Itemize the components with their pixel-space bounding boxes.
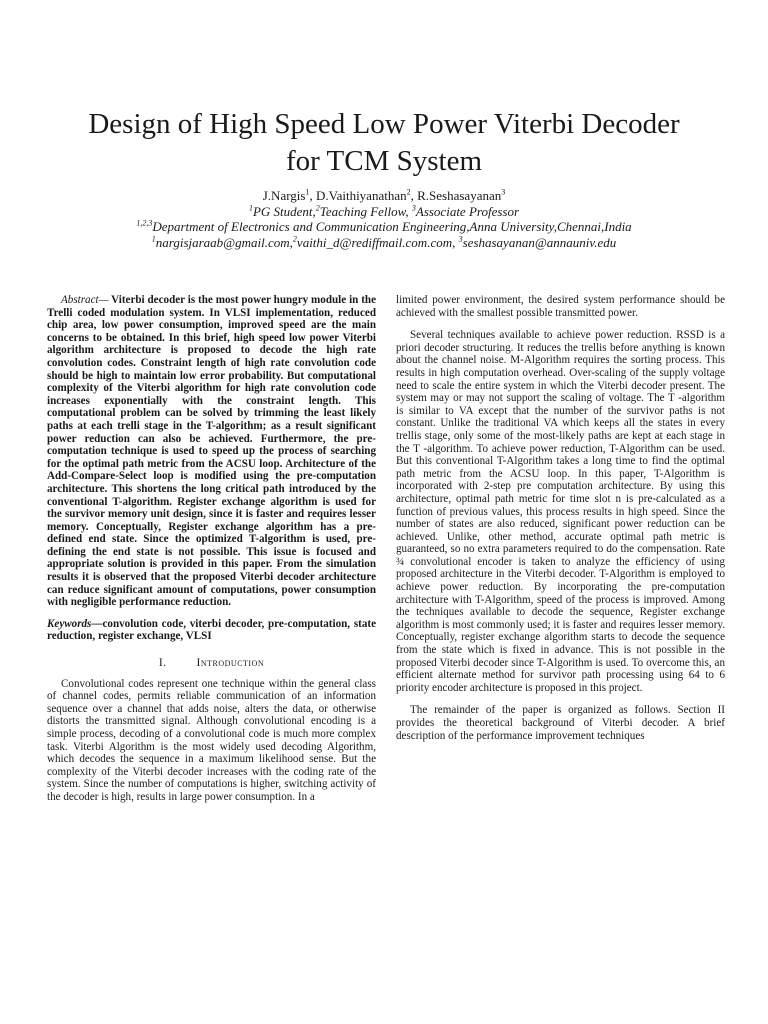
- title-line-2: for TCM System: [285, 145, 483, 177]
- left-column: [47, 294, 376, 804]
- dept-sup: 1,2,3: [136, 218, 153, 228]
- author-names: J.Nargis$^1$, D.Vaithiyanathan$^2$, R.Seshasayanan$^3$: [262, 187, 506, 203]
- title-line-1: Design of High Speed Low Power Viterbi Decoder: [88, 108, 680, 140]
- author-emails: [40, 235, 728, 251]
- right-paragraph-2: Several techniques available to achieve power reduction. RSSD is a priori decoder structuring. It reduces the trellis before anything is known about the channel noise. M-Algorithm requires the sorting process. This results in high computation overhead. Over-scaling of the supply voltage need to scale the entire system in which the Viterbi decoder present. The system may or may not support the scaling of voltage. The T -algorithm is similar to VA except that the number of the survivor paths is not constant. Unlike the traditional VA which keeps all the states in every trellis stage, only some of the most-likely paths are kept at each stage in the T -algorithm. To achieve power reduction, T-Algorithm can be used. But this conventional T-Algorithm takes a long time to find the optimal path metric from the ACSU loop. In this paper, T-Algorithm is incorporated with 2-step pre computation architecture. By using this architecture, optimal path metric for time slot n is pre-calculated as a function of previous values, this process results in high speed. Since the number of states are also reduced, significant power reduction can be achieved. Unlike, other method, accurate optimal path metric is guaranteed, so no extra parameters required to do the compensation. Rate ¾ convolutional encoder is taken to analyze the efficiency of using proposed architecture in the Viterbi decoder. T-Algorithm is employed to achieve power reduction. By incorporating the pre-computation architecture with T-Algorithm, speed of the process is improved. Among the techniques available to decode the sequence, Register exchange algorithm is most commonly used; it is faster and requires lesser memory. Conceptually, register exchange algorithm starts to decode the sequence from the state which is fixed in advance. This is not possible in the proposed Viterbi decoder since T-Algorithm is used. To overcome this, an efficient alternate method for survivor path processing using 64 to 6 priority encoder architecture is proposed in this project.: [396, 329, 725, 694]
- author-block: [40, 188, 728, 250]
- email-3-sup: 3: [458, 234, 463, 244]
- abstract: [47, 294, 376, 609]
- section-title: Introduction: [196, 657, 265, 670]
- abstract-text: Viterbi decoder is the most power hungry module in the Trelli coded modulation system. In VLSI implementation, reduced chip area, low power consumption, improved speed are the main concerns to be obtained. In this brief, high speed low power Viterbi algorithm architecture is proposed to decode the high rate convolution codes. Constraint length of high rate convolution code should be high to maintain low error probability. But computational complexity of the Viterbi algorithm for high rate convolution code increases exponentially with the constraint length. This computational problem can be solved by trimming the least likely paths at each trelli stage in the T-algorithm; as a result significant power reduction can also be achieved. Furthermore, the pre-computation technique is used to speed up the process of searching for the optimal path metric from the ACSU loop. Architecture of the Add-Compare-Select loop is modified using the pre-computation architecture. This shortens the long critical path introduced by the conventional T-algorithm. Register exchange algorithm is used for the survivor memory unit design, since it is faster and requires lesser memory. Conceptually, Register exchange algorithm has a pre-defined end state. Since the optimized T-algorithm is used, pre-defining the end state is not possible. This issue is focused and appropriate solution is provided in this paper. From the simulation results it is observed that the proposed Viterbi decoder architecture can reduce significant amount of computations, power consumption with negligible performance reduction.: [47, 294, 376, 609]
- section-heading-introduction: [47, 657, 376, 670]
- role-3: Associate Professor: [415, 203, 520, 219]
- intro-paragraph: Convolutional codes represent one technique within the general class of channel codes, permits reliable communication of an information sequence over a channel that adds noise, alters the data, or otherwise distorts the transmitted signal. Although convolutional encoding is a simple process, decoding of a convolutional code is much more complex task. Viterbi Algorithm is the most widely used decoding Algorithm, which decodes the sequence in a maximum likelihood sense. But the complexity of the Viterbi decoder increases with the coding rate of the system. Since the number of computations is higher, switching activity of the decoder is high, results in large power consumption. In a: [47, 677, 376, 803]
- section-number: I.: [158, 657, 167, 670]
- email-3: seshasayanan@annauniv.edu: [462, 234, 617, 250]
- author-1-sup: 1: [305, 187, 310, 197]
- right-column: [396, 294, 725, 742]
- author-3: R.Seshasayanan: [417, 188, 502, 203]
- email-1: nargisjaraab@gmail.com,: [155, 234, 293, 250]
- abstract-label: Abstract—: [61, 294, 109, 306]
- right-paragraph-1: limited power environment, the desired system performance should be achieved with the smallest possible transmitted power.: [396, 294, 725, 319]
- role-2: Teaching Fellow,: [319, 203, 412, 219]
- keywords-text: convolution code, viterbi decoder, pre-computation, state reduction, register exchange, VLSI: [47, 617, 376, 643]
- dept: Department of Electronics and Communication Engineering,Anna University,Chennai,India: [152, 219, 632, 234]
- role-2-sup: 2: [315, 203, 320, 213]
- keywords: [47, 618, 376, 643]
- email-1-sup: 1: [151, 234, 156, 244]
- author-1: J.Nargis: [262, 188, 306, 203]
- author-2: D.Vaithiyanathan: [315, 188, 407, 203]
- author-roles: [40, 204, 728, 220]
- role-1-sup: 1: [248, 203, 253, 213]
- role-1: PG Student,: [252, 203, 316, 219]
- author-affiliation: [40, 219, 728, 235]
- keywords-label: Keywords—: [47, 617, 103, 630]
- author-2-sup: 2: [406, 187, 411, 197]
- right-paragraph-3: The remainder of the paper is organized as follows. Section II provides the theoretical background of Viterbi decoder. A brief description of the performance improvement techniques: [396, 704, 725, 742]
- role-3-sup: 3: [411, 203, 416, 213]
- email-2: vaithi_d@rediffmail.com.com,: [296, 234, 459, 250]
- email-2-sup: 2: [292, 234, 297, 244]
- paper-title: [40, 106, 728, 180]
- author-3-sup: 3: [501, 187, 506, 197]
